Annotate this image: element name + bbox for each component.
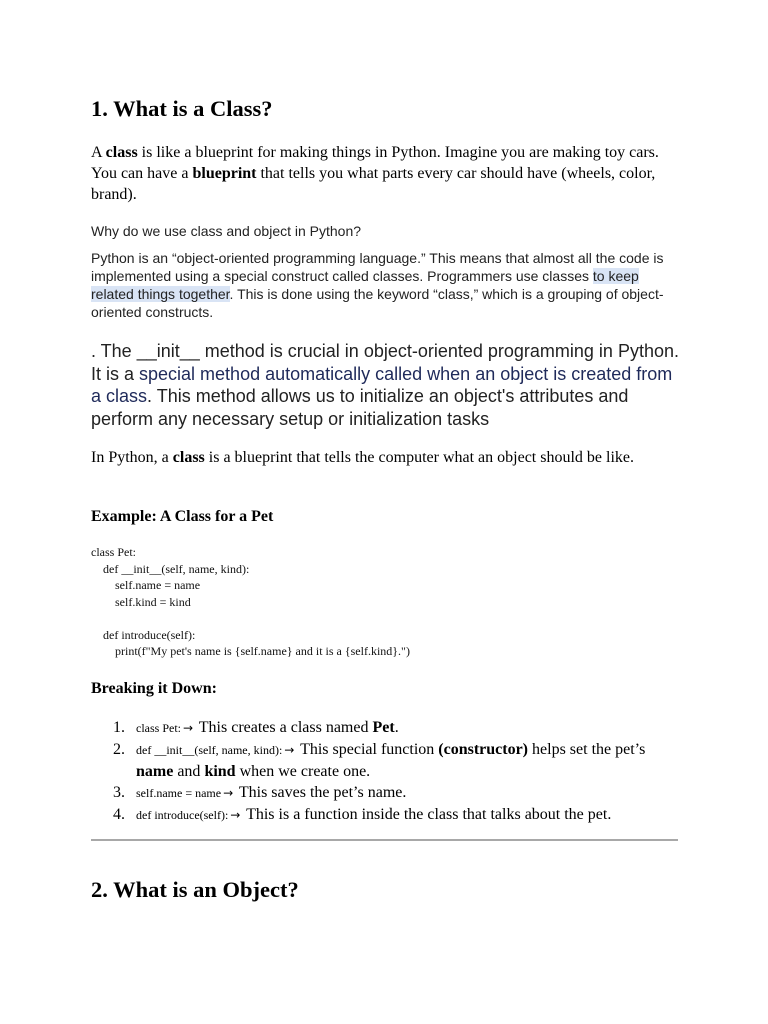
text-run: . The __init__ method is crucial in object-oriented programming in Python. It is a [91, 341, 679, 384]
code-line [91, 610, 410, 627]
text-run: . This is done using the keyword “class,” which is a grouping of object-oriented constructs. [91, 286, 664, 320]
list-number: 4. [113, 806, 125, 823]
example-heading: Example: A Class for a Pet [91, 508, 274, 525]
emphasized-text: special method automatically called when an object is created from a class [91, 363, 673, 406]
code-line: print(f"My pet's name is {self.name} and it is a {self.kind}.") [91, 644, 410, 658]
code-block [91, 544, 410, 660]
bold-text: name [136, 763, 174, 780]
section-1-heading: 1. What is a Class? [91, 96, 273, 121]
question-line: Why do we use class and object in Python? [91, 223, 362, 239]
text-run: . [394, 719, 399, 736]
inline-code: self.name = name [136, 786, 222, 800]
bold-text: Pet [372, 719, 395, 736]
bold-text: kind [204, 763, 236, 780]
section-2-heading: 2. What is an Object? [91, 877, 299, 902]
list-number: 1. [113, 719, 125, 736]
inline-code: def introduce(self): [136, 808, 229, 822]
class-intro-paragraph [91, 142, 681, 205]
list-item [91, 739, 681, 782]
text-run: This is a function inside the class that talks about the pet. [242, 806, 612, 823]
text-run: when we create one. [235, 763, 371, 780]
text-run: helps set the pet’s [528, 741, 646, 758]
text-run: This saves the pet’s name. [235, 784, 407, 801]
code-line: self.name = name [91, 578, 201, 592]
text-run: and [173, 763, 205, 780]
text-run: In Python, a [91, 449, 173, 466]
list-item [91, 717, 681, 739]
highlighted-text[interactable]: to keep related things together [91, 268, 639, 302]
list-number: 2. [113, 741, 125, 758]
arrow-icon: → [183, 721, 194, 735]
text-run: Python is an “object-oriented programming language.” This means that almost all the code is implemented using a special construct called classes. Programmers use classes [91, 250, 664, 284]
arrow-icon: → [230, 808, 241, 822]
text-run: A [91, 144, 106, 161]
inline-code: class Pet: [136, 721, 181, 735]
text-run: that tells you what parts every car should have (wheels, color, brand). [91, 165, 656, 203]
bold-term-class: class [172, 449, 205, 466]
class-summary-paragraph [91, 447, 681, 468]
list-item [91, 782, 681, 804]
breakdown-list [91, 717, 681, 826]
inline-code: def __init__(self, name, kind): [136, 743, 283, 757]
arrow-icon: → [284, 743, 295, 757]
text-run: This special function [296, 741, 439, 758]
bold-term-blueprint: blueprint [192, 165, 257, 182]
code-line: self.kind = kind [91, 594, 191, 609]
text-run: . This method allows us to initialize an object's attributes and perform any necessary setup or initialization tasks [91, 386, 629, 429]
text-run: is like a blueprint for making things in Python. Imagine you are making toy cars. You can have a [91, 144, 659, 182]
text-run: This creates a class named [195, 719, 373, 736]
list-item [91, 804, 681, 826]
code-line: def __init__(self, name, kind): [91, 561, 250, 576]
breakdown-heading: Breaking it Down: [91, 680, 217, 697]
horizontal-rule [91, 839, 678, 841]
code-line: def introduce(self): [91, 627, 196, 642]
init-method-note [91, 340, 681, 430]
list-number: 3. [113, 784, 125, 801]
text-run: is a blueprint that tells the computer what an object should be like. [204, 449, 635, 466]
code-line: class Pet: [91, 545, 136, 559]
bold-text: (constructor) [438, 741, 529, 758]
arrow-icon: → [223, 786, 234, 800]
answer-paragraph [91, 249, 681, 321]
bold-term-class: class [105, 144, 138, 161]
